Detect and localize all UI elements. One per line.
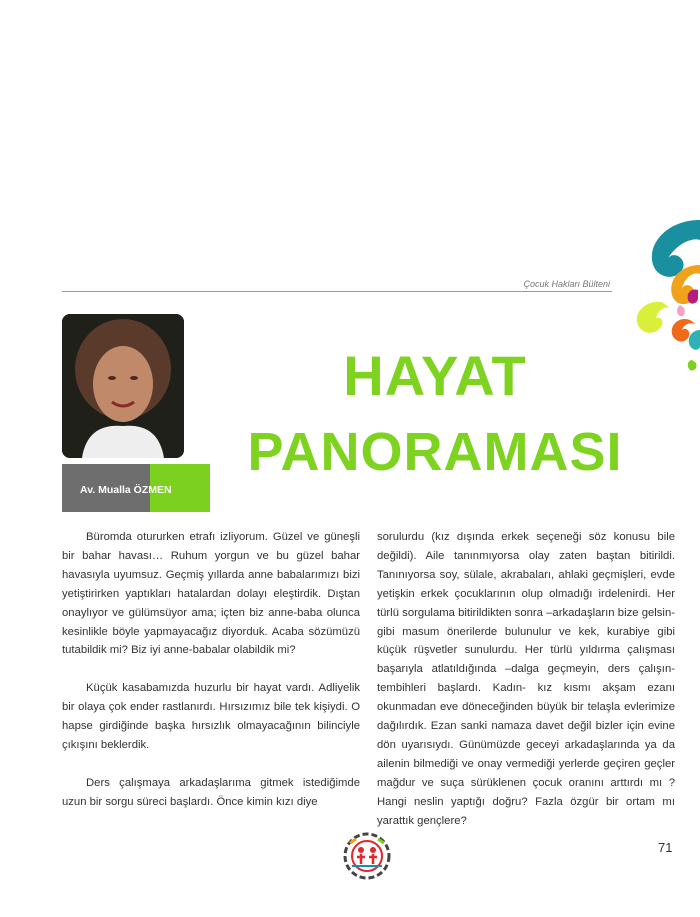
paragraph: Küçük kasabamızda huzurlu bir hayat vardı. Adliyelik bir olaya çok ender rastlanırdı. Hırsızımız bile tek kişiydi. O hapse girdiğinde başka hırsızlık olmayacağının bilinciyle çıkışını beklerdik. xyxy=(62,682,360,751)
childrens-rights-logo-icon xyxy=(342,831,392,881)
author-name: Av. Mualla ÖZMEN xyxy=(80,484,172,496)
author-bar xyxy=(62,464,210,512)
header-rule xyxy=(62,291,612,292)
article-title-line2: PANORAMASI xyxy=(247,422,623,482)
right-column xyxy=(377,528,675,849)
paragraph: Büromda otururken etrafı izliyorum. Güzel ve güneşli bir bahar havası… Ruhum yorgun ve bu güzel bahar havasıyla uyumsuz. Geçmiş yıllarda anne babalarımızı bizi yetiştirirken yaptıkları hatalardan dolayı eleştirdik. Dıştan onaylıyor ve gülümsüyor ama; içten biz anne-baba olunca kesinlikle böyle yapmayacağız diyorduk. Acaba sözümüzü tutabildik mi? Biz iyi anne-babalar olabildik mi? xyxy=(62,531,360,657)
author-photo xyxy=(62,314,184,458)
left-column xyxy=(62,528,360,830)
running-head: Çocuk Hakları Bülteni xyxy=(523,279,610,289)
page-number: 71 xyxy=(658,840,673,855)
paragraph: Ders çalışmaya arkadaşlarıma gitmek istediğimde uzun bir sorgu süreci başlardı. Önce kimin kızı diye xyxy=(62,776,360,808)
article-title-line1: HAYAT xyxy=(343,344,527,407)
paragraph: sorulurdu (kız dışında erkek seçeneği söz konusu bile değildi). Aile tanınmıyorsa olay zaten baştan bitirildi. Tanınıyorsa soy, sülale, akrabaları, ahlaki geçmişleri, evde yetişkin erkek çocuklarının olup olmadığı irdelenirdi. Her türlü sorgulama bitirildikten sonra –arkadaşların bize gelsin- gibi masum önerilerde bulunulur ve kek, kurabiye gibi küçük rüşvetler sunulurdu. Her türlü yıldırma çalışması başarıyla atlatıldığında –dalga geçmeyin, ders çalışın- tembihleri başlardı. Kadın- kız kısmı akşam ezanı okunmadan eve döneceğinden büyük bir telaşla evlerimize dağılırdık. Ezan sanki namaza davet değil bizler için evine dön uyarısıydı. Günümüzde geceyi arkadaşlarında ya da ailenin bilmediği ve onay vermediği yerlerde geçiren geçler mağdur ve suça sürüklenen çocuk oranını arttırdı mı ? Hangi neslin yaptığı doğru? Fazla özgür bir ortam mı yarattık gençlere? xyxy=(377,531,675,827)
